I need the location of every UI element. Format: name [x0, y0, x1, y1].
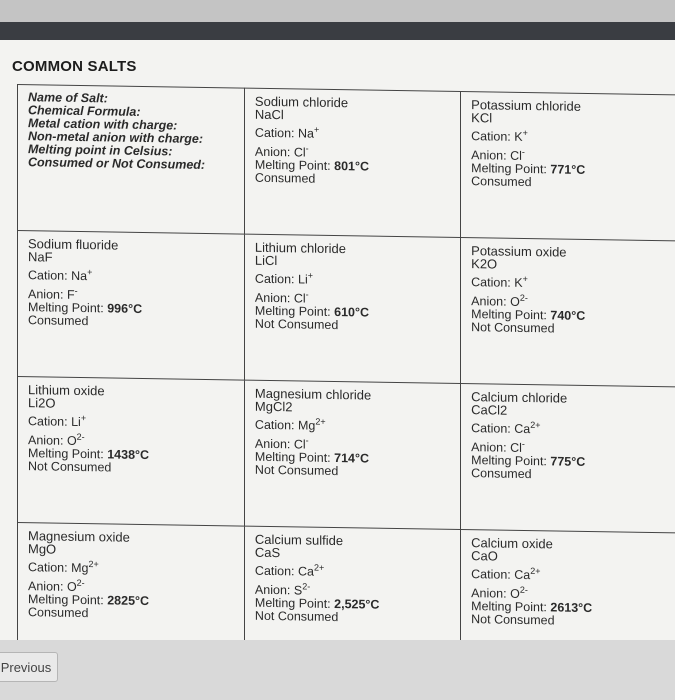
cation-line [28, 266, 236, 285]
melting-value: 610°C [334, 304, 370, 320]
header-melting-label: Melting point in Celsius: [28, 142, 173, 159]
anion-charge: 2- [519, 584, 528, 595]
anion-charge: - [305, 435, 309, 446]
cation-line [471, 565, 668, 584]
salt-name: Potassium oxide [471, 243, 567, 260]
cation-line [254, 124, 452, 143]
chemical-formula: Li2O [28, 395, 56, 411]
cation-charge: 2+ [315, 416, 326, 427]
anion-label: Anion: [28, 287, 64, 302]
anion-charge: - [521, 438, 525, 449]
cation-label: Cation: [471, 421, 511, 436]
anion-charge: 2- [76, 577, 85, 588]
melting-value: 2,525°C [334, 596, 380, 612]
consumption-status: Not Consumed [471, 612, 555, 628]
anion-symbol: Cl [293, 437, 306, 452]
consumption-status: Not Consumed [28, 459, 112, 475]
cation-line [254, 416, 452, 435]
anion-symbol: O [510, 294, 520, 309]
cation-label: Cation: [254, 563, 295, 579]
anion-symbol: Cl [293, 291, 306, 306]
melting-label: Melting Point: [254, 157, 331, 173]
anion-symbol: Cl [510, 148, 522, 163]
header-cell [18, 85, 245, 235]
melting-label: Melting Point: [254, 595, 331, 611]
cation-charge: 2+ [314, 562, 325, 573]
cation-charge: + [522, 273, 528, 284]
consumption-status: Consumed [28, 313, 89, 329]
anion-charge: 2- [76, 431, 85, 442]
chemical-formula: KCl [471, 110, 493, 126]
melting-label: Melting Point: [471, 453, 547, 469]
salt-cell [461, 91, 675, 240]
melting-label: Melting Point: [471, 599, 547, 615]
cation-label: Cation: [254, 125, 295, 141]
chemical-formula: CaS [254, 544, 281, 561]
melting-value: 2613°C [550, 600, 593, 616]
salts-table [17, 84, 675, 679]
cation-symbol: Ca [298, 564, 314, 579]
cation-symbol: K [514, 129, 523, 144]
cation-label: Cation: [28, 268, 68, 283]
cation-symbol: Ca [514, 421, 531, 437]
cation-line [28, 412, 236, 431]
header-anion-label: Non-metal anion with charge: [28, 129, 204, 146]
salt-cell [18, 377, 245, 527]
salt-name: Calcium sulfide [254, 531, 344, 549]
melting-value: 2825°C [107, 593, 150, 609]
cation-symbol: Mg [71, 560, 89, 576]
anion-symbol: Cl [293, 145, 306, 160]
cation-symbol: K [514, 275, 523, 290]
melting-label: Melting Point: [28, 300, 104, 316]
anion-charge: 2- [302, 581, 311, 592]
cation-line [28, 558, 236, 577]
cation-symbol: Na [298, 126, 314, 141]
consumption-status: Not Consumed [471, 320, 555, 336]
cation-symbol: Ca [514, 567, 531, 583]
cation-charge: + [307, 270, 314, 281]
melting-label: Melting Point: [28, 446, 104, 462]
header-formula-label: Chemical Formula: [28, 103, 141, 119]
cation-label: Cation: [254, 271, 295, 287]
anion-symbol: O [66, 579, 77, 594]
salt-name: Magnesium chloride [254, 385, 372, 403]
anion-label: Anion: [471, 586, 507, 601]
consumption-status: Consumed [471, 466, 532, 482]
anion-symbol: O [510, 586, 520, 601]
header-consumed-label: Consumed or Not Consumed: [28, 155, 206, 172]
cation-line [254, 562, 452, 581]
melting-value: 714°C [334, 450, 370, 466]
melting-value: 740°C [550, 308, 586, 323]
chemical-formula: NaCl [254, 106, 284, 123]
cation-charge: 2+ [530, 419, 541, 431]
cation-charge: + [314, 124, 320, 135]
cation-line [471, 273, 668, 292]
chemical-formula: K2O [471, 256, 498, 272]
cation-label: Cation: [254, 417, 295, 433]
salt-name: Magnesium oxide [28, 528, 130, 545]
cation-line [254, 270, 452, 289]
consumption-status: Consumed [254, 170, 316, 186]
consumption-status: Consumed [471, 174, 532, 190]
chemical-formula: MgCl2 [254, 398, 293, 415]
salt-cell [244, 88, 460, 237]
cation-line [471, 127, 668, 146]
chemical-formula: CaCl2 [471, 402, 508, 418]
cation-symbol: Mg [298, 418, 316, 433]
cation-label: Cation: [471, 275, 511, 290]
melting-value: 775°C [550, 454, 586, 469]
salt-name: Potassium chloride [471, 97, 581, 114]
previous-button[interactable]: Previous [0, 652, 58, 682]
salt-cell [244, 380, 460, 529]
anion-symbol: S [293, 583, 303, 598]
anion-charge: - [305, 289, 309, 300]
table-row [18, 377, 675, 533]
page-title: COMMON SALTS [12, 58, 137, 75]
anion-symbol: F [66, 287, 75, 302]
salt-name: Sodium fluoride [28, 236, 119, 253]
anion-label: Anion: [28, 433, 64, 448]
cation-charge: + [80, 412, 87, 423]
table-row [18, 231, 675, 387]
anion-label: Anion: [254, 290, 291, 306]
chemical-formula: LiCl [254, 252, 278, 269]
cation-charge: + [522, 127, 528, 138]
anion-label: Anion: [254, 436, 291, 452]
consumption-status: Not Consumed [254, 462, 339, 479]
consumption-status: Consumed [28, 605, 89, 621]
anion-label: Anion: [471, 294, 507, 309]
melting-value: 801°C [334, 158, 370, 174]
browser-top-bar [0, 0, 675, 40]
melting-value: 771°C [550, 162, 586, 177]
chemical-formula: CaO [471, 548, 498, 564]
cation-symbol: Li [298, 272, 308, 287]
cation-charge: + [87, 266, 93, 278]
header-strip [0, 22, 675, 40]
content-page [0, 40, 675, 640]
melting-label: Melting Point: [471, 161, 547, 177]
cation-line [471, 419, 668, 438]
anion-charge: - [521, 146, 525, 157]
table-row [18, 85, 675, 241]
melting-label: Melting Point: [254, 449, 331, 465]
melting-label: Melting Point: [28, 592, 104, 608]
anion-charge: - [305, 143, 309, 154]
melting-label: Melting Point: [254, 303, 331, 319]
salt-name: Lithium chloride [254, 239, 346, 257]
cation-symbol: Li [71, 414, 81, 430]
anion-label: Anion: [28, 579, 64, 594]
cation-label: Cation: [28, 560, 68, 575]
salt-name: Sodium chloride [254, 93, 349, 111]
cation-charge: 2+ [88, 558, 99, 570]
anion-charge: 2- [519, 292, 528, 303]
salt-cell [461, 383, 675, 532]
cation-label: Cation: [28, 414, 68, 429]
header-cation-label: Metal cation with charge: [28, 116, 178, 133]
melting-label: Melting Point: [471, 307, 547, 323]
cation-symbol: Na [71, 268, 88, 284]
salt-name: Calcium chloride [471, 389, 568, 406]
cation-label: Cation: [471, 567, 511, 582]
anion-charge: - [74, 285, 78, 296]
salt-cell [461, 237, 675, 386]
chemical-formula: MgO [28, 541, 57, 557]
anion-label: Anion: [471, 148, 507, 163]
anion-label: Anion: [254, 144, 291, 160]
chemical-formula: NaF [28, 249, 53, 265]
anion-label: Anion: [471, 440, 507, 455]
anion-symbol: Cl [510, 440, 522, 455]
consumption-status: Not Consumed [254, 608, 339, 625]
melting-value: 1438°C [107, 447, 150, 463]
salt-name: Lithium oxide [28, 382, 105, 399]
consumption-status: Not Consumed [254, 316, 339, 333]
salt-cell [244, 234, 460, 383]
header-name-label: Name of Salt: [28, 90, 108, 106]
cation-label: Cation: [471, 129, 511, 144]
cation-charge: 2+ [530, 565, 541, 577]
melting-value: 996°C [107, 301, 143, 316]
anion-symbol: O [66, 433, 77, 448]
anion-label: Anion: [254, 582, 291, 598]
bottom-bar [0, 640, 675, 700]
salt-name: Calcium oxide [471, 535, 553, 552]
salt-cell [18, 231, 245, 381]
